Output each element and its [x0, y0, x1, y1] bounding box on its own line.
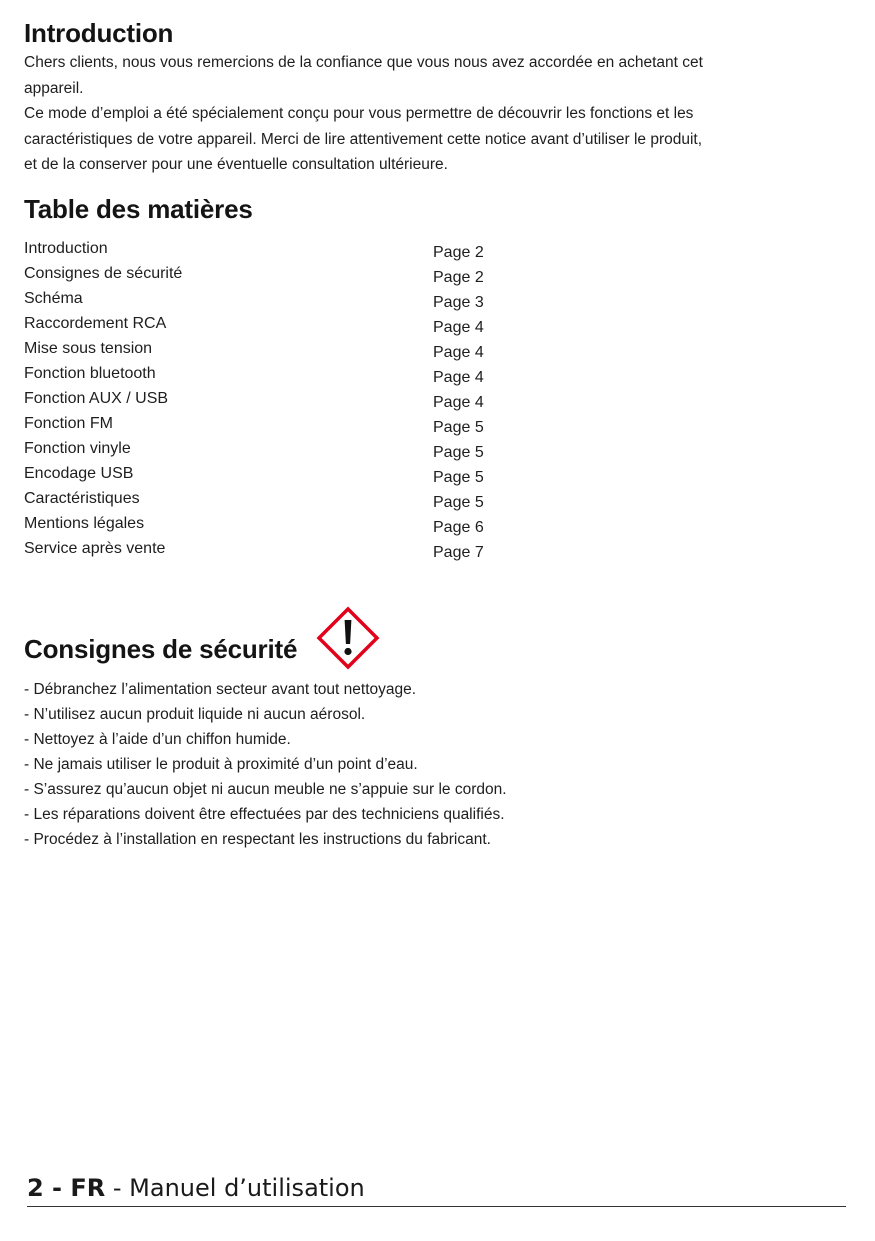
toc-entry-label: Mise sous tension: [24, 340, 153, 357]
intro-p2-line2: caractéristiques de votre appareil. Merci de lire attentivement cette notice avant d’utiliser le produit,: [24, 130, 703, 148]
toc-entry: [24, 236, 524, 261]
toc-entry-page: Page 4: [433, 369, 484, 386]
introduction-heading: Introduction: [24, 18, 174, 48]
introduction-text: [24, 50, 824, 178]
toc-entry: [24, 436, 524, 461]
footer-page-number: 2: [27, 1174, 44, 1202]
toc-entry-page: Page 2: [433, 244, 484, 261]
toc-entry-page: Page 4: [433, 344, 484, 361]
intro-p2-line3: et de la conserver pour une éventuelle consultation ultérieure.: [24, 156, 448, 173]
toc-entry: [24, 361, 524, 386]
safety-heading-block: [24, 606, 424, 672]
toc-entry: [24, 411, 524, 436]
toc-entry-label: Schéma: [24, 290, 83, 307]
footer-text: [27, 1174, 365, 1202]
safety-item: - Procédez à l’installation en respectant les instructions du fabricant.: [24, 831, 491, 848]
toc-entry-label: Introduction: [24, 240, 108, 257]
toc-entry-label: Encodage USB: [24, 465, 134, 482]
footer-manual-title: Manuel d’utilisation: [129, 1174, 365, 1202]
toc-entry-page: Page 4: [433, 394, 484, 411]
toc-heading: Table des matières: [24, 194, 253, 224]
toc-entry-page: Page 3: [433, 294, 484, 311]
safety-item: - Débranchez l’alimentation secteur avant tout nettoyage.: [24, 681, 417, 698]
toc-entry: [24, 486, 524, 511]
footer-separator: -: [105, 1174, 130, 1202]
toc-entry-label: Caractéristiques: [24, 490, 140, 507]
intro-p1-line2: appareil.: [24, 79, 84, 97]
toc-entry-page: Page 5: [433, 494, 484, 511]
toc-entry: [24, 461, 524, 486]
toc-entry: [24, 386, 524, 411]
footer-separator: -: [43, 1174, 71, 1202]
toc-entry: [24, 511, 524, 536]
safety-item: - Les réparations doivent être effectuées par des techniciens qualifiés.: [24, 806, 505, 823]
intro-paragraph-1: [24, 50, 824, 101]
toc-entry: [24, 336, 524, 361]
safety-instructions-list: [24, 677, 507, 852]
toc-entry-page: Page 5: [433, 444, 484, 461]
footer-language: FR: [70, 1174, 106, 1202]
toc-entry-label: Fonction FM: [24, 415, 113, 432]
toc-entry-page: Page 2: [433, 269, 484, 286]
safety-item: - Nettoyez à l’aide d’un chiffon humide.: [24, 731, 291, 748]
toc-entry-label: Fonction vinyle: [24, 440, 131, 457]
toc-entry-label: Fonction bluetooth: [24, 365, 156, 382]
safety-item: - N’utilisez aucun produit liquide ni aucun aérosol.: [24, 706, 366, 723]
toc-entry-page: Page 4: [433, 319, 484, 336]
toc-entry: [24, 286, 524, 311]
toc-entry-label: Fonction AUX / USB: [24, 390, 169, 407]
table-of-contents: [24, 236, 524, 561]
safety-item: - Ne jamais utiliser le produit à proximité d’un point d’eau.: [24, 756, 418, 773]
toc-entry-page: Page 5: [433, 419, 484, 436]
toc-entry: [24, 261, 524, 286]
toc-entry: [24, 536, 524, 561]
toc-entry-page: Page 6: [433, 519, 484, 536]
toc-entry-page: Page 7: [433, 544, 484, 561]
safety-heading: Consignes de sécurité: [24, 634, 298, 664]
toc-entry-label: Raccordement RCA: [24, 315, 167, 332]
page-footer: [27, 1170, 846, 1207]
toc-entry-page: Page 5: [433, 469, 484, 486]
warning-exclamation-icon: [316, 606, 380, 670]
intro-paragraph-2: [24, 101, 824, 178]
safety-item: - S’assurez qu’aucun objet ni aucun meuble ne s’appuie sur le cordon.: [24, 781, 507, 798]
toc-entry: [24, 311, 524, 336]
toc-entry-label: Service après vente: [24, 540, 166, 557]
toc-entry-label: Consignes de sécurité: [24, 265, 183, 282]
intro-p2-line1: Ce mode d’emploi a été spécialement conçu pour vous permettre de découvrir les fonctions et les: [24, 105, 694, 122]
intro-p1-line1: Chers clients, nous vous remercions de la confiance que vous nous avez accordée en achetant cet: [24, 54, 703, 71]
toc-entry-label: Mentions légales: [24, 515, 145, 532]
